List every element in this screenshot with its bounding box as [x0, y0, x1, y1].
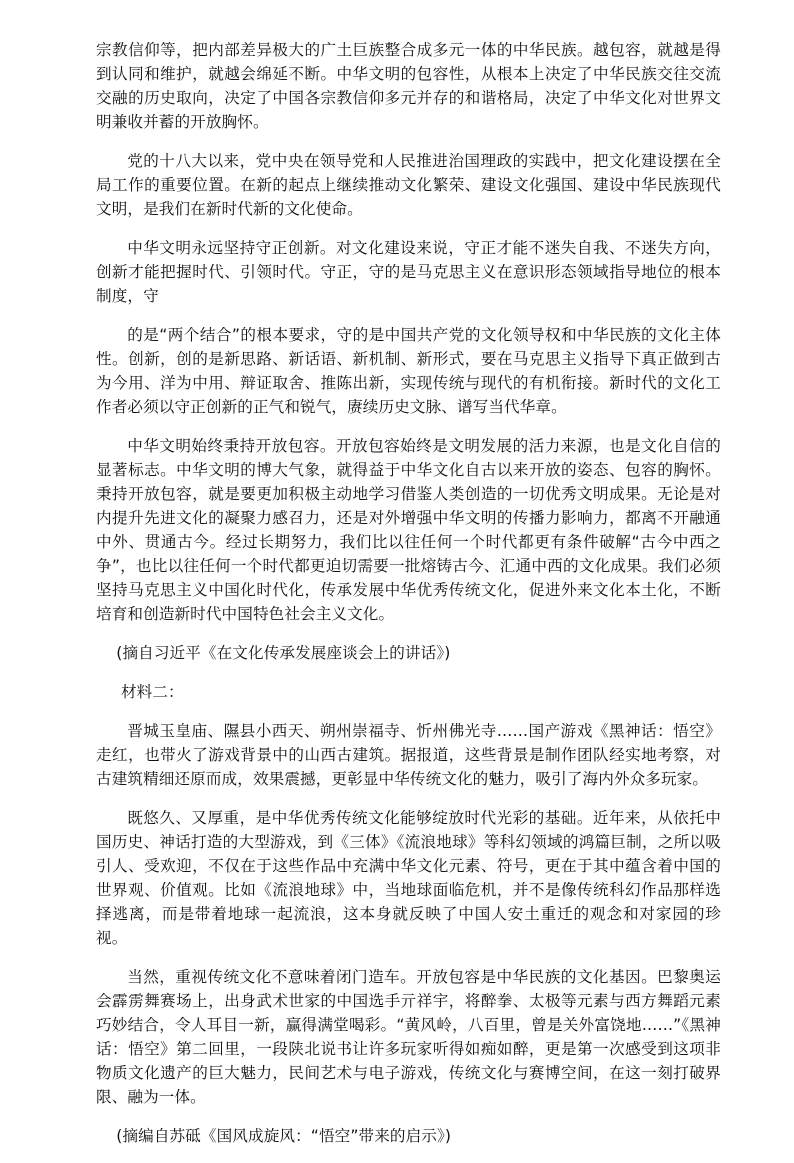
paragraph-5: 中华文明始终秉持开放包容。开放包容始终是文明发展的活力来源，也是文化自信的显著标志。中华文明的博大气象，就得益于中华文化自古以来开放的姿态、包容的胸怀。秉持开放包容，就是要更加积极主动地学习借鉴人类创造的一切优秀文明成果。无论是对内提升先进文化的凝聚力感召力，还是对外增强中华文明的传播力影响力，都离不开融通中外、贯通古今。经过长期努力，我们比以往任何一个时代都更有条件破解“古今中西之争”，也比以往任何一个时代都更迫切需要一批熔铸古今、汇通中西的文化成果。我们必须坚持马克思主义中国化时代化，传承发展中华优秀传统文化，促进外来文化本土化，不断培育和创造新时代中国特色社会主义文化。 — [96, 437, 721, 623]
paragraph-2: 党的十八大以来，党中央在领导党和人民推进治国理政的实践中，把文化建设摆在全局工作的重要位置。在新的起点上继续推动文化繁荣、建设文化强国、建设中华民族现代文明，是我们在新时代新的文化使命。 — [96, 152, 721, 218]
document-page — [96, 38, 721, 1163]
paragraph-4: 的是“两个结合”的根本要求，守的是中国共产党的文化领导权和中华民族的文化主体性。创新，创的是新思路、新话语、新机制、新形式，要在马克思主义指导下真正做到古为今用、洋为中用、辩证取舍、推陈出新，实现传统与现代的有机衔接。新时代的文化工作者必须以守正创新的正气和锐气，赓续历史文脉、谱写当代华章。 — [96, 326, 721, 416]
paragraph-8: 当然，重视传统文化不意味着闭门造车。开放包容是中华民族的文化基因。巴黎奥运会霹雳舞赛场上，出身武术世家的中国选手亓祥宇，将醉拳、太极等元素与西方舞蹈元素巧妙结合，令人耳目一新，赢得满堂喝彩。“黄风岭，八百里，曾是关外富饶地……”《黑神话：悟空》第二回里，一段陕北说书让许多玩家听得如痴如醉，更是第一次感受到这项非物质文化遗产的巨大魅力，民间艺术与电子游戏，传统文化与赛博空间，在这一刻打破界限、融为一体。 — [96, 968, 721, 1106]
paragraph-1: 宗教信仰等，把内部差异极大的广土巨族整合成多元一体的中华民族。越包容，就越是得到认同和维护，就越会绵延不断。中华文明的包容性，从根本上决定了中华民族交往交流交融的历史取向，决定了中国各宗教信仰多元并存的和谐格局，决定了中华文化对世界文明兼收并蓄的开放胸怀。 — [96, 41, 721, 131]
paragraph-3: 中华文明永远坚持守正创新。对文化建设来说，守正才能不迷失自我、不迷失方向，创新才能把握时代、引领时代。守正，守的是马克思主义在意识形态领域指导地位的根本制度，守 — [96, 239, 721, 305]
material-two-label: 材料二： — [120, 683, 184, 701]
paragraph-7: 既悠久、又厚重，是中华优秀传统文化能够绽放时代光彩的基础。近年来，从依托中国历史、神话打造的大型游戏，到《三体》《流浪地球》等科幻领域的鸿篇巨制，之所以吸引人、受欢迎，不仅在于这些作品中充满中华文化元素、符号，更在于其中蕴含着中国的世界观、价值观。比如《流浪地球》中，当地球面临危机，并不是像传统科幻作品那样选择逃离，而是带着地球一起流浪，这本身就反映了中国人安土重迁的观念和对家园的珍视。 — [96, 809, 721, 947]
paragraph-6: 晋城玉皇庙、隰县小西天、朔州崇福寺、忻州佛光寺……国产游戏《黑神话：悟空》走红，也带火了游戏背景中的山西古建筑。据报道，这些背景是制作团队经实地考察，对古建筑精细还原而成，效果震撼，更彰显中华传统文化的魅力，吸引了海内外众多玩家。 — [96, 722, 721, 788]
citation-2: (摘编自苏砥《国风成旋风：“悟空”带来的启示》) — [116, 1127, 452, 1145]
citation-1: (摘自习近平《在文化传承发展座谈会上的讲话》) — [116, 644, 451, 662]
